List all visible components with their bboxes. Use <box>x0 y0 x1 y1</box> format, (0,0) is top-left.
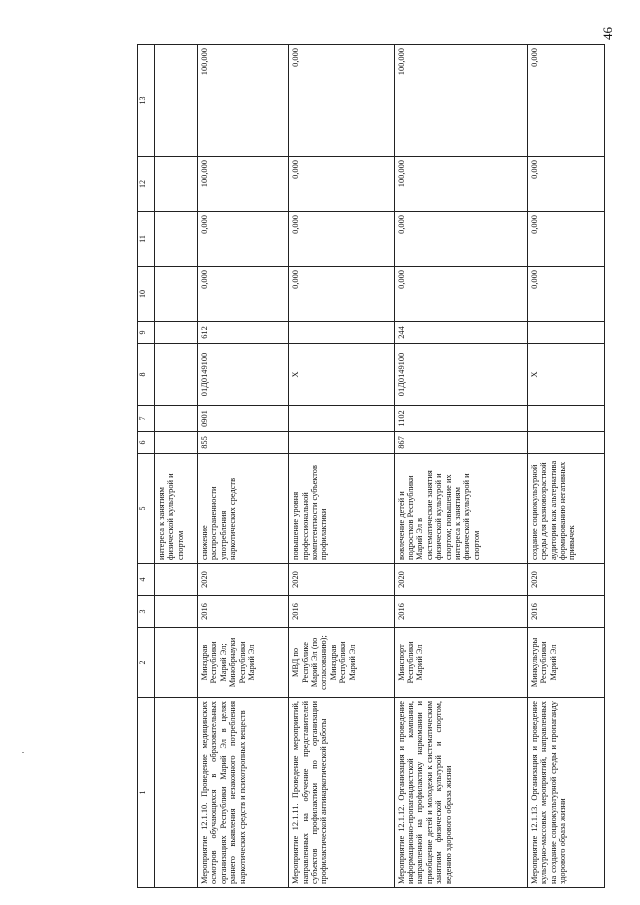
measure-name: Мероприятие 12.1.13. Организация и проведение культурно-массовых мероприятий, направленных на создание социокультурной среды и пропаганду здорового образа жизни <box>527 698 604 888</box>
cell-col-9 <box>289 322 394 344</box>
cell-col-7 <box>289 406 394 432</box>
cell-col-8: 01Д0149100 <box>198 344 289 406</box>
cell-col-11: 0,000 <box>527 212 604 267</box>
cell-col-10: 0,000 <box>527 267 604 322</box>
cell-col-7: 1102 <box>394 406 527 432</box>
cell-col-12: 100,000 <box>198 157 289 212</box>
header-col-9: 9 <box>138 322 155 344</box>
measure-executor: Минздрав Республики Марий Эл; Минобрнауки Республики Марий Эл <box>198 628 289 698</box>
measure-start-year: 2016 <box>198 596 289 628</box>
measures-table <box>137 44 605 888</box>
measure-result: создание социокультурной среды для разновозрастной аудитории как альтернатива формированию негативных привычек <box>527 454 604 564</box>
cell-col-9 <box>527 322 604 344</box>
header-col-12: 12 <box>138 157 155 212</box>
measure-end-year: 2020 <box>289 564 394 596</box>
cell-col-13: 0,000 <box>289 45 394 157</box>
scan-speck <box>22 752 24 753</box>
table-row <box>394 45 527 888</box>
header-col-1: 1 <box>138 698 155 888</box>
measure-start-year: 2016 <box>527 596 604 628</box>
header-col-4: 4 <box>138 564 155 596</box>
cell-col-7 <box>527 406 604 432</box>
header-col-13: 13 <box>138 45 155 157</box>
measure-result: вовлечение детей и подростков Республики Марий Эл в систематические занятия физической культурой и спортом; повышение их интереса к занятиям физической культурой и спортом <box>394 454 527 564</box>
cell-col-11: 0,000 <box>198 212 289 267</box>
continuation-row <box>155 45 198 888</box>
measure-executor: Минспорт Республики Марий Эл <box>394 628 527 698</box>
cell-col-6: 867 <box>394 432 527 454</box>
cell-col-6: 855 <box>198 432 289 454</box>
measure-name: Мероприятие 12.1.12. Организация и проведение информационно-пропагандистской кампании, направленной на профилактику наркомании и приобщение детей и молодежи к систематическим занятиям физической культурой и спортом, ведению здорового образа жизни <box>394 698 527 888</box>
cell-col-6 <box>527 432 604 454</box>
measure-name: Мероприятие 12.1.10. Проведение медицинских осмотров обучающихся в образовательных организациях Республики Марий Эл в целях раннего выявления незаконного потребления наркотических средств и психотропных веществ <box>198 698 289 888</box>
table-row <box>198 45 289 888</box>
measure-executor: Минкультуры Республики Марий Эл <box>527 628 604 698</box>
page-number: 46 <box>600 27 615 40</box>
cell-col-8: X <box>527 344 604 406</box>
cell-col-12: 100,000 <box>394 157 527 212</box>
header-col-7: 7 <box>138 406 155 432</box>
measure-result: снижение распространенности употребления наркотических средств <box>198 454 289 564</box>
header-col-5: 5 <box>138 454 155 564</box>
cell-col-8: X <box>289 344 394 406</box>
table-row <box>527 45 604 888</box>
program-table-rotated <box>137 45 605 888</box>
measure-result: повышение уровня профессиональной компетентности субъектов профилактики <box>289 454 394 564</box>
measure-executor: МВД по Республике Марий Эл (по согласованию); Минздрав Республики Марий Эл <box>289 628 394 698</box>
header-row <box>138 45 155 888</box>
header-col-6: 6 <box>138 432 155 454</box>
continuation-result: интереса к занятиям физической культурой и спортом <box>155 454 198 564</box>
cell-col-8: 01Д0149100 <box>394 344 527 406</box>
cell-col-13: 100,000 <box>394 45 527 157</box>
cell-col-9: 244 <box>394 322 527 344</box>
measure-end-year: 2020 <box>198 564 289 596</box>
cell-col-10: 0,000 <box>198 267 289 322</box>
measure-start-year: 2016 <box>394 596 527 628</box>
header-col-2: 2 <box>138 628 155 698</box>
cell-col-13: 0,000 <box>527 45 604 157</box>
header-col-3: 3 <box>138 596 155 628</box>
cell-col-7: 0901 <box>198 406 289 432</box>
cell-col-11: 0,000 <box>289 212 394 267</box>
measure-end-year: 2020 <box>394 564 527 596</box>
measure-name: Мероприятие 12.1.11. Проведение мероприятий, направленных на обучение представителей субъектов профилактики по организации профилактической антинаркотической работы <box>289 698 394 888</box>
header-col-11: 11 <box>138 212 155 267</box>
cell-col-9: 612 <box>198 322 289 344</box>
measure-start-year: 2016 <box>289 596 394 628</box>
header-col-8: 8 <box>138 344 155 406</box>
header-col-10: 10 <box>138 267 155 322</box>
cell-col-12: 0,000 <box>289 157 394 212</box>
cell-col-10: 0,000 <box>289 267 394 322</box>
table-row <box>289 45 394 888</box>
cell-col-10: 0,000 <box>394 267 527 322</box>
cell-col-6 <box>289 432 394 454</box>
cell-col-13: 100,000 <box>198 45 289 157</box>
cell-col-12: 0,000 <box>527 157 604 212</box>
cell-col-11: 0,000 <box>394 212 527 267</box>
measure-end-year: 2020 <box>527 564 604 596</box>
